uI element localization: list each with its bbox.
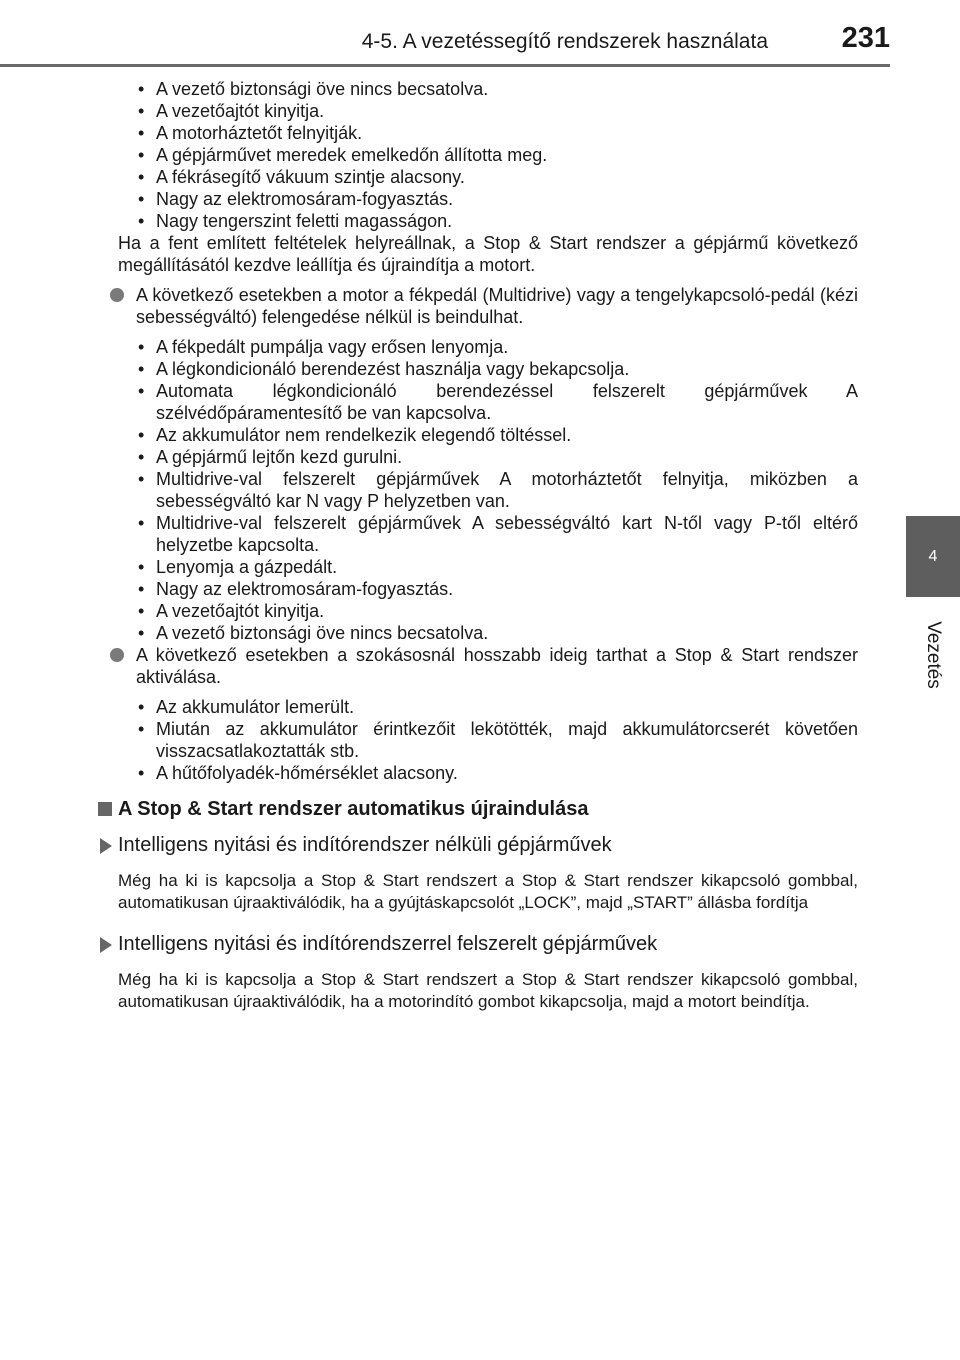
triangle-bullet-icon [100,937,112,953]
page-content [118,78,858,1030]
list-item: • Automata légkondicionáló berendezéssel felszerelt gépjárművek A szélvédőpáramentesítő be van kapcsolva. [118,380,858,424]
list-item: • Az akkumulátor nem rendelkezik elegendő töltéssel. [118,424,858,446]
note-text: A következő esetekben a szokásosnál hosszabb ideig tarthat a Stop & Start rendszer aktiválása. [136,645,858,687]
note-item [118,644,858,688]
list-item: • Miután az akkumulátor érintkezőit lekötötték, majd akkumulátorcserét követően visszacsatlakoztatták stb. [118,718,858,762]
paragraph: Még ha ki is kapcsolja a Stop & Start rendszert a Stop & Start rendszer kikapcsoló gombbal, automatikusan újraaktiválódik, ha a motorindító gombot kikapcsolja, majd a motort beindítja. [118,970,858,1011]
section-heading [118,796,858,822]
list-item: • A gépjárművet meredek emelkedőn állította meg. [118,144,858,166]
list-item: • A motorháztetőt felnyitják. [118,122,858,144]
list-item: • Nagy az elektromosáram-fogyasztás. [118,188,858,210]
subsection-heading-text: Intelligens nyitási és indítórendszerrel felszerelt gépjárművek [118,933,658,955]
section-title: 4-5. A vezetéssegítő rendszerek használata [361,30,768,53]
subsection-heading [118,931,858,957]
chapter-label-text: Vezetés [923,620,945,689]
subsection-heading-text: Intelligens nyitási és indítórendszer nélküli gépjárművek [118,834,612,856]
subsection-heading [118,832,858,858]
list-item: • A vezető biztonsági öve nincs becsatolva. [118,78,858,100]
bullet-list-conditions [118,78,858,232]
list-item: • A hűtőfolyadék-hőmérséklet alacsony. [118,762,858,784]
list-item: • Nagy az elektromosáram-fogyasztás. [118,578,858,600]
page-number: 231 [841,22,890,54]
list-item: • A vezetőajtót kinyitja. [118,600,858,622]
note-text: A következő esetekben a motor a fékpedál (Multidrive) vagy a tengelykapcsoló-pedál (kézi sebességváltó) felengedése nélkül is beindulhat. [136,285,858,327]
chapter-number: 4 [928,547,938,565]
list-item: • Multidrive-val felszerelt gépjárművek A sebességváltó kart N-től vagy P-től eltérő helyzetbe kapcsolta. [118,512,858,556]
triangle-bullet-icon [100,838,112,854]
list-item: • A fékrásegítő vákuum szintje alacsony. [118,166,858,188]
chapter-label [906,597,960,712]
paragraph: Ha a fent említett feltételek helyreállnak, a Stop & Start rendszer a gépjármű következő megállításától kezdve leállítja és újraindítja a motort. [118,233,858,275]
bullet-list-restart [118,336,858,644]
list-item: • Az akkumulátor lemerült. [118,696,858,718]
paragraph: Még ha ki is kapcsolja a Stop & Start rendszert a Stop & Start rendszer kikapcsoló gombbal, automatikusan újraaktiválódik, ha a gyújtáskapcsolót „LOCK”, majd „START” állásba fordítja [118,871,858,912]
list-item: • Lenyomja a gázpedált. [118,556,858,578]
circle-bullet-icon [110,288,124,302]
circle-bullet-icon [110,648,124,662]
list-item: • A légkondicionáló berendezést használja vagy bekapcsolja. [118,358,858,380]
list-item: • Multidrive-val felszerelt gépjárművek A motorháztetőt felnyitja, miközben a sebességváltó kar N vagy P helyzetben van. [118,468,858,512]
section-heading-text: A Stop & Start rendszer automatikus újraindulása [118,798,589,820]
note-item [118,284,858,328]
list-item: • Nagy tengerszint feletti magasságon. [118,210,858,232]
list-item: • A vezetőajtót kinyitja. [118,100,858,122]
list-item: • A vezető biztonsági öve nincs becsatolva. [118,622,858,644]
list-item: • A fékpedált pumpálja vagy erősen lenyomja. [118,336,858,358]
page-header [0,0,960,60]
chapter-tab [906,516,960,597]
list-item: • A gépjármű lejtőn kezd gurulni. [118,446,858,468]
bullet-list-delay [118,696,858,784]
square-bullet-icon [98,802,112,816]
header-divider [0,64,890,67]
